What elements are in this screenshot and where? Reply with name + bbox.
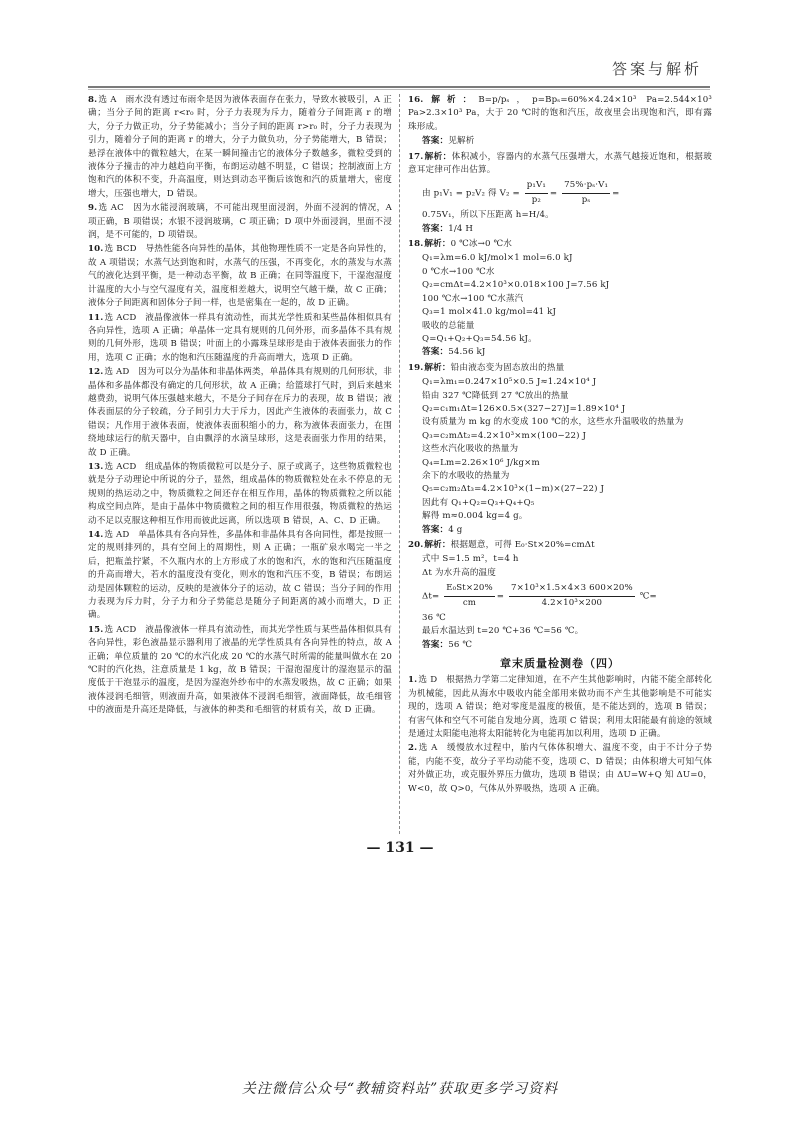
analysis-label: 解析： xyxy=(424,239,451,250)
answer-line xyxy=(422,639,712,652)
answer-value: 见解析 xyxy=(448,136,475,147)
calc-line: 铅由 327 ℃降低到 27 ℃放出的热量 xyxy=(422,390,569,401)
item-number: 14. xyxy=(88,530,104,540)
item-text: B=p/pₛ，p=Bpₛ=60%×4.24×10³ Pa=2.544×10³ Pa>2.3×10³ Pa，大于 20 ℃时的饱和汽压，故夜里会出现饱和汽，即有露珠形成。 xyxy=(408,95,712,132)
item-text: 体积减小，容器内的水蒸气压强增大，水蒸气越接近饱和，根据玻意耳定律可作出估算。 xyxy=(408,151,713,176)
item-text: 选 A 雨水没有透过布雨伞是因为液体表面存在张力，导致水被吸引，A 正确；当分子间的距离 r<r₀ 时，分子力表现为斥力，随着分子间距离 r 的增大，分子力做正功，分子势能减小；当分子间的距离 r>r₀ 时，分子力表现为引力，随着分子间的距离 r 的增大，分子力做负功，分子势能增大，B 错误；悬浮在液体中的微粒越大，在某一瞬间撞击它的液体分子数越多，微粒受到的液体分子撞击的冲力越趋向平衡，布朗运动越不明显，C 错误；控制液面上方饱和汽的体积不变，升高温度，则达到动态平衡后该饱和汽的质量增大，密度增大，压强也增大，D 错误。 xyxy=(88,95,392,199)
item-number: 18. xyxy=(408,239,424,250)
calc-line: 设有质量为 m kg 的水变成 100 ℃的水，这些水升温吸收的热量为 xyxy=(422,417,684,428)
answer-label: 答案： xyxy=(422,524,449,535)
item-number: 8. xyxy=(88,95,98,105)
header-title: 答案与解析 xyxy=(611,60,702,78)
item-number: 15. xyxy=(88,624,104,635)
formula-lead: 由 p₁V₁ = p₂V₂ 得 V₂ = xyxy=(422,188,520,199)
item-number: 13. xyxy=(88,461,104,472)
footer-note: 关注微信公众号“教辅资料站”获取更多学习资料 xyxy=(241,1081,559,1097)
answer-label: 答案： xyxy=(422,347,449,358)
answer-label: 答案： xyxy=(422,639,449,650)
fraction-numerator: p₁V₁ xyxy=(525,179,548,193)
calc-line: 因此有 Q₁+Q₂=Q₃+Q₄+Q₅ xyxy=(422,497,535,508)
item-text: 选 AD 单晶体具有各向异性，多晶体和非晶体具有各向同性，都是按照一定的规则排列的，具有空间上的周期性，则 A 正确；一瓶矿泉水喝完一半之后，把瓶盖拧紧，不久瓶内水的上方形成了水的饱和汽，水的饱和汽压随温度的升高而增大，若水的温度没有变化，则水的饱和汽压不变，B 错误；布朗运动是固体颗粒的运动，反映的是液体分子的运动，故 C 错误；当分子间的作用力表现为斥力时，分子力和分子势能总是随分子间距离的减小而增大，D 正确。 xyxy=(88,530,392,621)
calc-line: Q₂=cmΔt=4.2×10³×0.018×100 J=7.56 kJ xyxy=(422,280,610,291)
answer-item-16 xyxy=(408,94,712,134)
calc-line: 36 ℃ xyxy=(422,613,446,624)
formula-boyle: 由 p₁V₁ = p₂V₂ 得 V₂ = $\frac{\text{p₁V₁}}{\text{p₂}}$ = $\frac{\text{75\%·pₛ·V₁}}{\text{pₛ}}$ = xyxy=(422,179,712,207)
formula-lead: Δt= xyxy=(422,591,440,602)
item-text: 0 ℃冰→0 ℃水 xyxy=(450,239,513,250)
item-text: 选 D 根据热力学第二定律知道，在不产生其他影响时，内能不能全部转化为机械能，因此从海水中吸收内能全部用来做功而不产生其他影响是不可能实现的，选项 A 错误；绝对零度是温度的极值，是不能达到的，选项 B 错误；有害气体和空气不可能自发地分离，选项 C 错误；利用太阳能最有前途的领域是通过太阳能电池将太阳能转化为电能再加以利用，选项 D 正确。 xyxy=(408,675,712,740)
answer-value: 4 g xyxy=(448,524,463,535)
answer-item-20 xyxy=(408,539,712,552)
item-number: 19. xyxy=(408,362,424,373)
answer-item-left-2 xyxy=(88,243,392,310)
calc-line: 解得 m≈0.004 kg=4 g。 xyxy=(422,511,528,522)
item-number: 10. xyxy=(88,244,104,255)
answer-item-18 xyxy=(408,238,712,251)
item-number: 9. xyxy=(88,203,98,214)
answer-line xyxy=(422,135,712,148)
header-rule xyxy=(88,86,710,88)
answer-item-17 xyxy=(408,151,712,178)
answer-line xyxy=(422,524,712,537)
item-text: 选 ACD 液晶像液体一样具有流动性，而其光学性质与某些晶体相似具有各向异性，彩色液晶显示器利用了液晶的光学性质具有各向异性的特点，故 A 正确；单位质量的 20 ℃的水汽化成 20 ℃的水蒸气时所需的能量叫做水在 20 ℃时的汽化热，注意质量是 1 kg，故 B 错误；干湿泡湿度计的湿泡显示的温度低于干泡显示的温度，是因为湿泡外纱布中的水蒸发吸热，故 C 正确；如果液体浸润毛细管，则液面升高，如果液体不浸润毛细管，液面降低，故毛细管中的液面是升高还是降低，与液体的种类和毛细管的材质有关，故 D 正确。 xyxy=(88,624,392,716)
section-title: 章末质量检测卷（四） xyxy=(500,657,620,671)
item-number: 16. xyxy=(408,95,424,105)
fraction-denominator: cm xyxy=(462,597,477,608)
section-answer-item-0 xyxy=(408,674,712,741)
section-items xyxy=(408,674,712,796)
calc-line: 0 ℃水→100 ℃水 xyxy=(422,266,495,277)
answer-label: 答案： xyxy=(422,136,449,147)
answer-line xyxy=(422,346,712,359)
answer-item-left-1 xyxy=(88,202,392,242)
item-number: 20. xyxy=(408,540,424,550)
item-number: 12. xyxy=(88,367,104,378)
column-divider xyxy=(399,94,400,834)
page-number: — 131 — xyxy=(366,840,434,856)
calc-line: Q₂=c₁m₁Δt=126×0.5×(327−27)J=1.89×10⁴ J xyxy=(422,403,626,414)
fraction xyxy=(444,582,495,610)
analysis-label: 解析： xyxy=(424,151,452,162)
item-number: 11. xyxy=(88,312,104,323)
header-rule-thin xyxy=(88,89,710,90)
right-column xyxy=(408,94,712,797)
item-text: 选 BCD 导热性能各向异性的晶体，其他物理性质不一定是各向异性的，故 A 项错误；水蒸气达到饱和时，水蒸气的压强，不再变化，水的蒸发与水蒸气的液化达到平衡，是一种动态平衡，故 B 正确；在同等温度下，干湿泡湿度计温度的大小与空气湿度有关，温度相差越大，说明空气越干燥，故 C 正确；液体分子间距离和固体分子间一样，也是密集在一起的，故 D 正确。 xyxy=(88,244,392,309)
answer-line xyxy=(422,223,712,236)
answer-label: 答案： xyxy=(422,223,449,234)
answer-item-left-4 xyxy=(88,366,392,460)
item-text: 铅由液态变为固态放出的热量 xyxy=(450,362,565,373)
fraction-denominator: pₛ xyxy=(581,194,591,205)
calc-line: 余下的水吸收的热量为 xyxy=(422,470,510,481)
item-text: 选 AD 因为可以分为晶体和非晶体两类，单晶体具有规则的几何形状，非晶体和多晶体都没有确定的几何形状，故 A 正确；给篮球打气时，到后来越来越费劲，说明气体压强越来越大，不是分子间存在斥力的表现，故 B 错误；液体表面层的分子较疏，分子间引力大于斥力，因此产生液体的表面张力，故 C 错误；凡作用于液体表面，使液体表面积缩小的力，称为液体表面张力，在围绕地球运行的航天器中，自由飘浮的水滴呈球形，这是表面张力作用的结果，故 D 正确。 xyxy=(88,367,392,458)
answer-item-left-3 xyxy=(88,312,392,366)
item-text: 选 AC 因为水能浸润玻璃，不可能出现里面浸润，外面不浸润的情况，A 项正确，B 项错误；水银不浸润玻璃，C 项正确；D 项中外面浸润，里面不浸润，是不可能的，D 项错误。 xyxy=(88,203,392,241)
item-text: 根据题意，可得 E₀·St×20%=cmΔt xyxy=(450,540,595,550)
answer-value: 54.56 kJ xyxy=(448,347,486,358)
item-text: 选 ACD 液晶像液体一样具有流动性，而其光学性质和某些晶体相似具有各向异性，选项 A 正确；单晶体一定具有规则的几何外形，而多晶体不具有规则的几何外形，选项 B 错误；叶面上的小露珠呈球形是由于液体表面张力的作用，选项 C 正确；水的饱和汽压随温度的升高而增大，选项 D 正确。 xyxy=(88,312,392,363)
calc-line: Q₄=Lm=2.26×10⁶ J/kg×m xyxy=(422,457,540,468)
fraction xyxy=(562,179,610,207)
analysis-label: 解析： xyxy=(424,540,451,550)
formula-equals: = xyxy=(496,591,505,602)
answer-value: 1/4 H xyxy=(448,223,474,234)
calc-line: 这些水汽化吸收的热量为 xyxy=(422,444,519,455)
calc-line: Δt 为水升高的温度 xyxy=(422,567,497,578)
section-answer-item-1 xyxy=(408,742,712,796)
answer-item-left-6 xyxy=(88,529,392,623)
answer-item-left-0 xyxy=(88,94,392,201)
formula-unit: ℃= xyxy=(639,591,657,602)
left-column xyxy=(88,94,392,719)
calc-line: Q₁=λm=6.0 kJ/mol×1 mol=6.0 kJ xyxy=(422,253,573,264)
calc-line: 最后水温达到 t=20 ℃+36 ℃=56 ℃。 xyxy=(422,626,584,637)
answer-item-left-7 xyxy=(88,624,392,718)
calc-line: 式中 S=1.5 m²，t=4 h xyxy=(422,554,519,565)
fraction-denominator: p₂ xyxy=(531,194,541,205)
calc-line: Q₃=c₂mΔt₂=4.2×10³×m×(100−22) J xyxy=(422,430,587,441)
answer-value: 56 ℃ xyxy=(448,639,473,650)
fraction xyxy=(525,179,548,207)
item-text: 选 ACD 组成晶体的物质微粒可以是分子、原子或离子，这些物质微粒也就是分子动理论中所说的分子，显然，组成晶体的物质微粒处在永不停息的无规则的热运动之中，物质微粒之间还存在相互作用，晶体的物质微粒之所以能构成空间点阵，是由于晶体中物质微粒之间的相互作用很强，物质微粒的热运动不足以克服这种相互作用而彼此远离，所以选项 B 错误，A、C、D 正确。 xyxy=(88,461,392,526)
fraction-numerator: 75%·pₛ·V₁ xyxy=(562,179,610,193)
calc-line: Q₃=1 mol×41.0 kg/mol=41 kJ xyxy=(422,307,557,318)
item-number: 2. xyxy=(408,743,418,754)
fraction-denominator: 4.2×10³×200 xyxy=(541,597,603,608)
calc-line: 吸收的总能量 xyxy=(422,320,475,331)
calc-line: Q₁=λm₁=0.247×10⁵×0.5 J≈1.24×10⁴ J xyxy=(422,377,597,388)
item-text: 0.75V₁，所以下压距离 h=H/4。 xyxy=(422,210,554,221)
item-text: 选 A 缓慢放水过程中，胎内气体体积增大、温度不变，由于不计分子势能，内能不变，故分子平均动能不变，选项 C、D 错误；由体积增大可知气体对外做正功，或克服外界压力做功，选项 B 错误；由 ΔU=W+Q 知 ΔU=0，W<0，故 Q>0，气体从外界吸热，选项 A 正确。 xyxy=(408,743,712,794)
item-number: 17. xyxy=(408,151,424,162)
fraction-numerator: E₀St×20% xyxy=(444,582,495,596)
calc-line: Q₅=c₂m₂Δt₃=4.2×10³×(1−m)×(27−22) J xyxy=(422,484,605,495)
formula-temperature-rise xyxy=(422,582,712,610)
analysis-label: 解析： xyxy=(424,95,479,105)
answer-item-19 xyxy=(408,362,712,375)
answer-item-left-5 xyxy=(88,461,392,528)
fraction xyxy=(509,582,635,610)
item-number: 1. xyxy=(408,675,418,686)
calc-line: Q=Q₁+Q₂+Q₃=54.56 kJ。 xyxy=(422,333,537,344)
calc-line: 100 ℃水→100 ℃水蒸汽 xyxy=(422,293,524,304)
analysis-label: 解析： xyxy=(424,362,451,373)
fraction-numerator: 7×10³×1.5×4×3 600×20% xyxy=(509,582,635,596)
